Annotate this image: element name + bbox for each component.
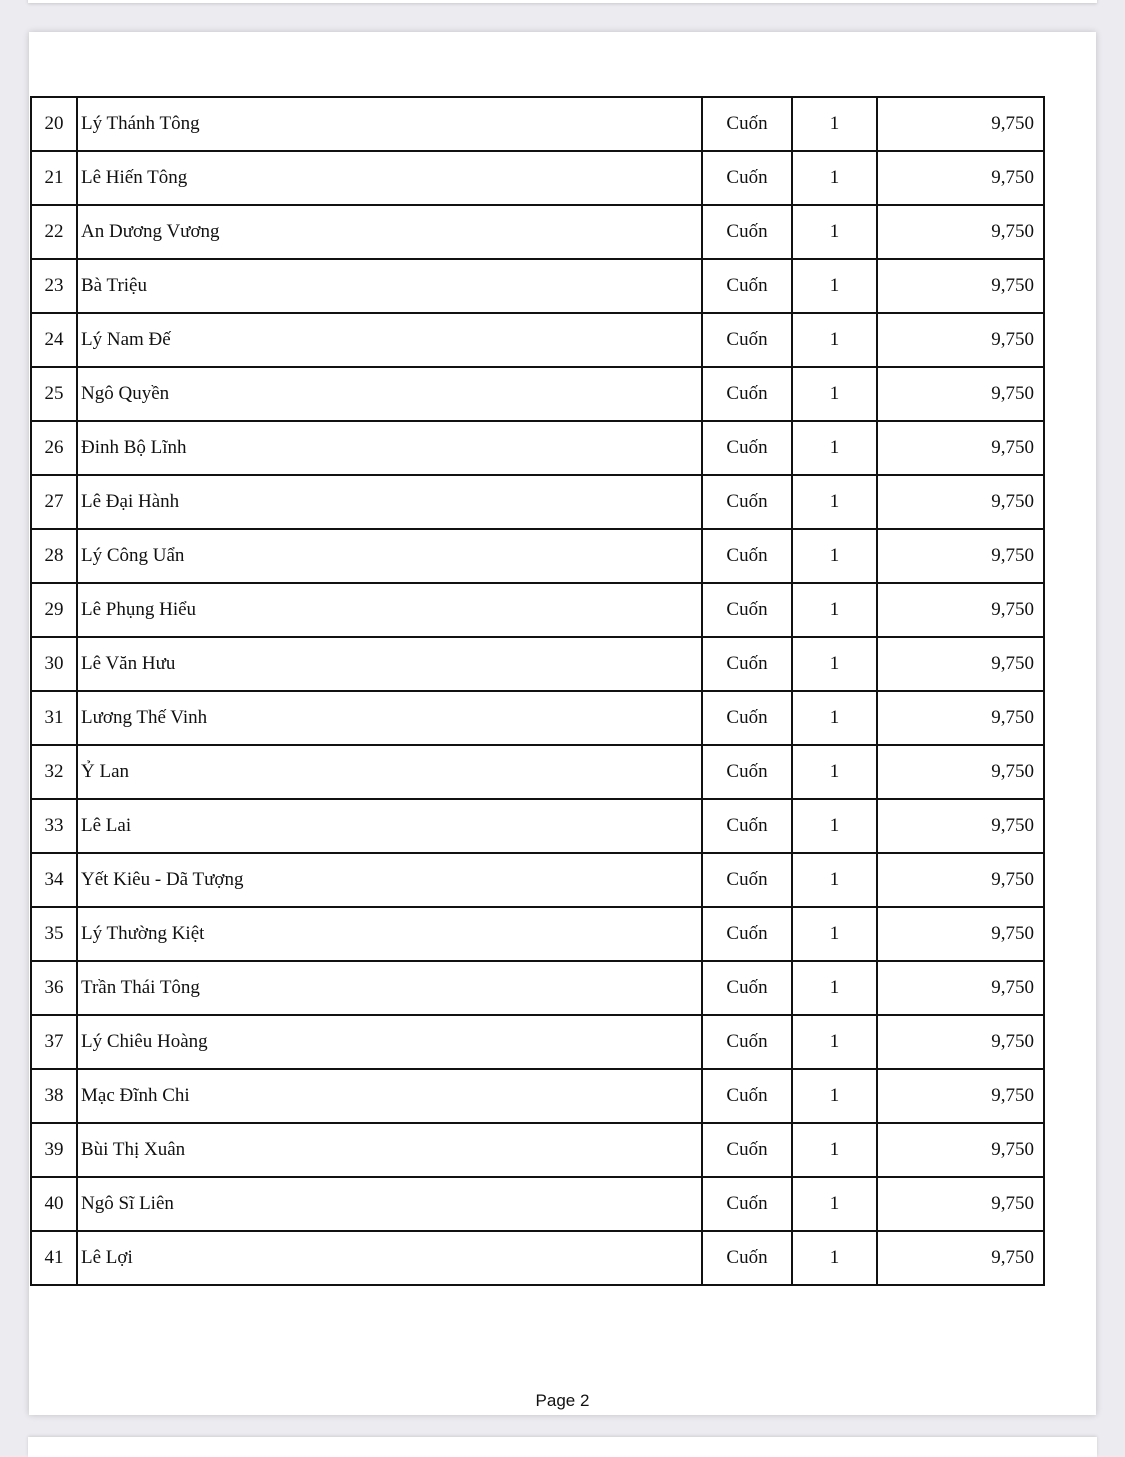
price: 9,750: [877, 799, 1044, 853]
book-title: Mạc Đĩnh Chi: [77, 1069, 702, 1123]
book-title: Trần Thái Tông: [77, 961, 702, 1015]
book-title: Lý Thánh Tông: [77, 97, 702, 151]
row-number: 25: [31, 367, 77, 421]
row-number: 37: [31, 1015, 77, 1069]
unit: Cuốn: [702, 259, 792, 313]
price: 9,750: [877, 691, 1044, 745]
quantity: 1: [792, 421, 877, 475]
table-row: [31, 1123, 1044, 1177]
unit: Cuốn: [702, 637, 792, 691]
table-row: [31, 1069, 1044, 1123]
quantity: 1: [792, 1069, 877, 1123]
unit: Cuốn: [702, 1231, 792, 1285]
previous-page-edge: [28, 0, 1097, 3]
table-row: [31, 1015, 1044, 1069]
table-row: [31, 259, 1044, 313]
items-table-body: [31, 97, 1044, 1285]
price: 9,750: [877, 907, 1044, 961]
row-number: 27: [31, 475, 77, 529]
book-title: Ngô Quyền: [77, 367, 702, 421]
row-number: 34: [31, 853, 77, 907]
quantity: 1: [792, 1015, 877, 1069]
row-number: 22: [31, 205, 77, 259]
table-row: [31, 907, 1044, 961]
quantity: 1: [792, 205, 877, 259]
row-number: 31: [31, 691, 77, 745]
book-title: Lý Thường Kiệt: [77, 907, 702, 961]
unit: Cuốn: [702, 583, 792, 637]
price: 9,750: [877, 961, 1044, 1015]
unit: Cuốn: [702, 907, 792, 961]
table-row: [31, 637, 1044, 691]
book-title: Lý Chiêu Hoàng: [77, 1015, 702, 1069]
quantity: 1: [792, 745, 877, 799]
unit: Cuốn: [702, 421, 792, 475]
unit: Cuốn: [702, 97, 792, 151]
table-row: [31, 691, 1044, 745]
price: 9,750: [877, 205, 1044, 259]
quantity: 1: [792, 529, 877, 583]
quantity: 1: [792, 313, 877, 367]
row-number: 24: [31, 313, 77, 367]
quantity: 1: [792, 475, 877, 529]
table-row: [31, 1177, 1044, 1231]
table-row: [31, 799, 1044, 853]
row-number: 30: [31, 637, 77, 691]
book-title: Lê Văn Hưu: [77, 637, 702, 691]
quantity: 1: [792, 961, 877, 1015]
book-title: Yết Kiêu - Dã Tượng: [77, 853, 702, 907]
price: 9,750: [877, 529, 1044, 583]
next-page-edge: [28, 1437, 1097, 1457]
table-row: [31, 1231, 1044, 1285]
row-number: 40: [31, 1177, 77, 1231]
items-table: [30, 96, 1045, 1286]
quantity: 1: [792, 907, 877, 961]
unit: Cuốn: [702, 151, 792, 205]
quantity: 1: [792, 151, 877, 205]
document-page: [29, 32, 1096, 1415]
unit: Cuốn: [702, 1015, 792, 1069]
book-title: Đinh Bộ Lĩnh: [77, 421, 702, 475]
book-title: Lê Lai: [77, 799, 702, 853]
row-number: 36: [31, 961, 77, 1015]
unit: Cuốn: [702, 799, 792, 853]
table-row: [31, 853, 1044, 907]
quantity: 1: [792, 1231, 877, 1285]
row-number: 33: [31, 799, 77, 853]
row-number: 28: [31, 529, 77, 583]
quantity: 1: [792, 853, 877, 907]
price: 9,750: [877, 475, 1044, 529]
row-number: 35: [31, 907, 77, 961]
quantity: 1: [792, 583, 877, 637]
quantity: 1: [792, 259, 877, 313]
price: 9,750: [877, 1069, 1044, 1123]
unit: Cuốn: [702, 853, 792, 907]
unit: Cuốn: [702, 1123, 792, 1177]
unit: Cuốn: [702, 475, 792, 529]
row-number: 32: [31, 745, 77, 799]
table-row: [31, 745, 1044, 799]
price: 9,750: [877, 1231, 1044, 1285]
row-number: 20: [31, 97, 77, 151]
book-title: An Dương Vương: [77, 205, 702, 259]
unit: Cuốn: [702, 691, 792, 745]
unit: Cuốn: [702, 367, 792, 421]
book-title: Lê Phụng Hiểu: [77, 583, 702, 637]
table-row: [31, 151, 1044, 205]
book-title: Bùi Thị Xuân: [77, 1123, 702, 1177]
quantity: 1: [792, 97, 877, 151]
book-title: Ngô Sĩ Liên: [77, 1177, 702, 1231]
book-title: Lý Công Uẩn: [77, 529, 702, 583]
row-number: 29: [31, 583, 77, 637]
book-title: Lương Thế Vinh: [77, 691, 702, 745]
row-number: 26: [31, 421, 77, 475]
book-title: Bà Triệu: [77, 259, 702, 313]
unit: Cuốn: [702, 529, 792, 583]
table-row: [31, 961, 1044, 1015]
price: 9,750: [877, 421, 1044, 475]
book-title: Ỷ Lan: [77, 745, 702, 799]
table-row: [31, 421, 1044, 475]
quantity: 1: [792, 1177, 877, 1231]
unit: Cuốn: [702, 313, 792, 367]
price: 9,750: [877, 97, 1044, 151]
price: 9,750: [877, 1015, 1044, 1069]
price: 9,750: [877, 637, 1044, 691]
table-row: [31, 313, 1044, 367]
table-row: [31, 97, 1044, 151]
quantity: 1: [792, 367, 877, 421]
table-row: [31, 367, 1044, 421]
table-row: [31, 529, 1044, 583]
quantity: 1: [792, 637, 877, 691]
table-row: [31, 475, 1044, 529]
table-row: [31, 583, 1044, 637]
price: 9,750: [877, 583, 1044, 637]
row-number: 39: [31, 1123, 77, 1177]
price: 9,750: [877, 853, 1044, 907]
book-title: Lê Hiến Tông: [77, 151, 702, 205]
unit: Cuốn: [702, 745, 792, 799]
row-number: 21: [31, 151, 77, 205]
price: 9,750: [877, 259, 1044, 313]
price: 9,750: [877, 1123, 1044, 1177]
page-footer: Page 2: [535, 1391, 590, 1410]
row-number: 41: [31, 1231, 77, 1285]
unit: Cuốn: [702, 1177, 792, 1231]
price: 9,750: [877, 367, 1044, 421]
table-row: [31, 205, 1044, 259]
unit: Cuốn: [702, 205, 792, 259]
price: 9,750: [877, 745, 1044, 799]
row-number: 38: [31, 1069, 77, 1123]
price: 9,750: [877, 1177, 1044, 1231]
unit: Cuốn: [702, 961, 792, 1015]
row-number: 23: [31, 259, 77, 313]
quantity: 1: [792, 691, 877, 745]
unit: Cuốn: [702, 1069, 792, 1123]
quantity: 1: [792, 1123, 877, 1177]
book-title: Lê Đại Hành: [77, 475, 702, 529]
book-title: Lê Lợi: [77, 1231, 702, 1285]
quantity: 1: [792, 799, 877, 853]
price: 9,750: [877, 313, 1044, 367]
book-title: Lý Nam Đế: [77, 313, 702, 367]
price: 9,750: [877, 151, 1044, 205]
